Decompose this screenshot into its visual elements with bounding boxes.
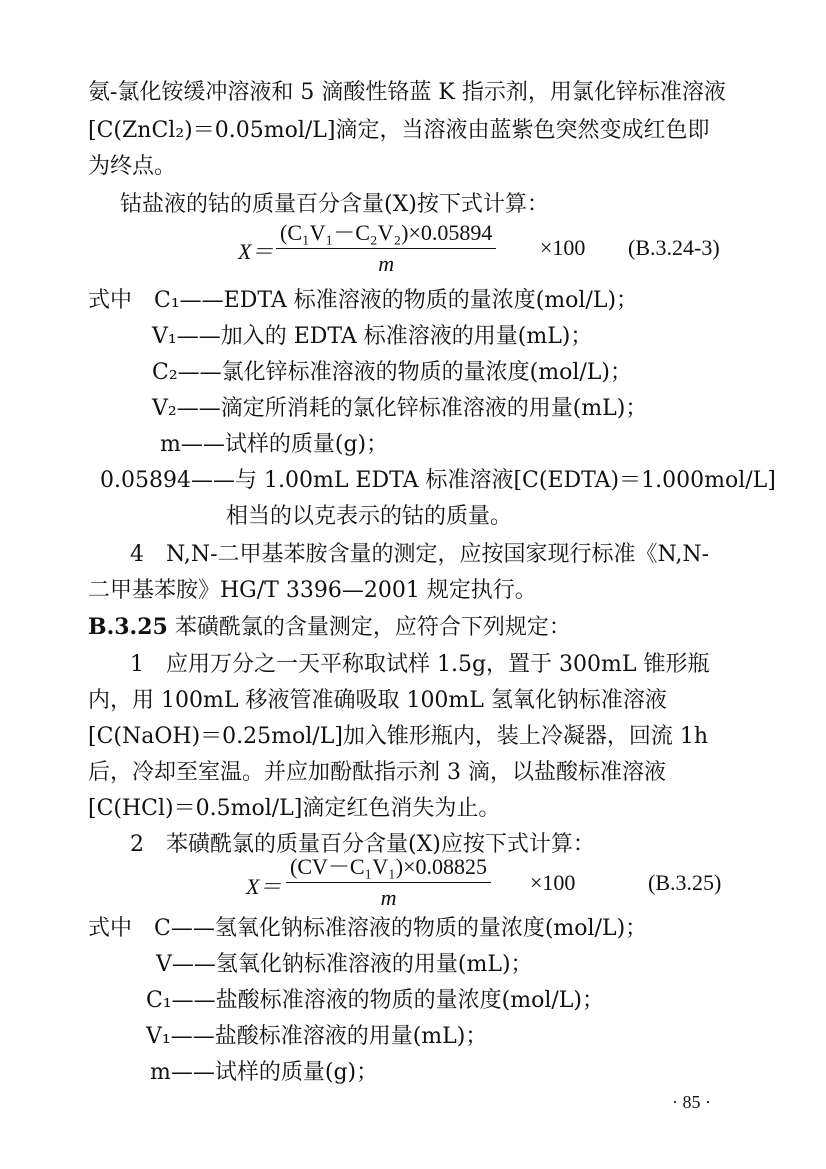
- formula-lhs: X＝: [238, 239, 274, 264]
- text-line: 后，冷却至室温。并应加酚酞指示剂 3 滴，以盐酸标准溶液: [88, 760, 666, 785]
- where-line: C₂——氯化锌标准溶液的物质的量浓度(mol/L)；: [152, 360, 632, 385]
- text-line: 2 苯磺酰氯的质量百分含量(X)应按下式计算：: [130, 832, 595, 857]
- where-line: 0.05894——与 1.00mL EDTA 标准溶液[C(EDTA)＝1.000mol/L]: [100, 468, 776, 493]
- formula-tail: ×100: [530, 870, 576, 895]
- text-line: [C(ZnCl₂)＝0.05mol/L]滴定，当溶液由蓝紫色突然变成红色即: [88, 118, 710, 143]
- section-title: 苯磺酰氯的含量测定，应符合下列规定：: [174, 615, 571, 640]
- formula-numerator: (CV－C₁V₁)×0.08825: [286, 852, 491, 883]
- where-line: V₁——盐酸标准溶液的用量(mL)；: [146, 1024, 488, 1049]
- formula-numerator: (C₁V₁－C₂V₂)×0.05894: [276, 218, 496, 249]
- formula-denominator: m: [380, 885, 397, 910]
- where-line: 式中 C₁——EDTA 标准溶液的物质的量浓度(mol/L)；: [88, 288, 639, 313]
- section-number: B.3.25: [88, 614, 168, 640]
- formula-lhs: X＝: [246, 874, 282, 899]
- text-line: 二甲基苯胺》HG/T 3396—2001 规定执行。: [88, 578, 537, 603]
- where-line: C₁——盐酸标准溶液的物质的量浓度(mol/L)；: [146, 988, 604, 1013]
- formula-tail: ×100: [540, 235, 586, 260]
- text-line: 内，用 100mL 移液管准确吸取 100mL 氢氧化钠标准溶液: [88, 688, 667, 713]
- where-line: 相当的以克表示的钴的质量。: [226, 504, 513, 529]
- text-line: 钴盐液的钴的质量百分含量(X)按下式计算：: [120, 192, 549, 217]
- text-line: 为终点。: [88, 154, 177, 179]
- text-line: [C(HCl)＝0.5mol/L]滴定红色消失为止。: [88, 796, 501, 821]
- formula-fraction: [286, 852, 491, 913]
- where-line: V——氢氧化钠标准溶液的用量(mL)；: [156, 952, 533, 977]
- where-line: V₂——滴定所消耗的氯化锌标准溶液的用量(mL)；: [152, 396, 648, 421]
- text-line: [C(NaOH)＝0.25mol/L]加入锥形瓶内，装上冷凝器，回流 1h: [88, 724, 709, 749]
- where-line: V₁——加入的 EDTA 标准溶液的用量(mL)；: [152, 324, 593, 349]
- formula-ref: (B.3.24-3): [628, 235, 720, 260]
- text-line: 1 应用万分之一天平称取试样 1.5g，置于 300mL 锥形瓶: [130, 652, 710, 677]
- page-number: · 85 ·: [672, 1092, 711, 1112]
- where-line: 式中 C——氢氧化钠标准溶液的物质的量浓度(mol/L)；: [88, 916, 648, 941]
- section-heading: [88, 612, 571, 643]
- text-line: 氨-氯化铵缓冲溶液和 5 滴酸性铬蓝 K 指示剂，用氯化锌标准溶液: [88, 80, 726, 105]
- text-line: 4 N,N-二甲基苯胺含量的测定，应按国家现行标准《N,N-: [130, 542, 710, 567]
- formula-fraction: [276, 218, 496, 279]
- where-line: m——试样的质量(g)；: [160, 432, 389, 457]
- formula-denominator: m: [378, 251, 395, 276]
- formula-ref: (B.3.25): [648, 870, 722, 895]
- where-line: m——试样的质量(g)；: [150, 1060, 379, 1085]
